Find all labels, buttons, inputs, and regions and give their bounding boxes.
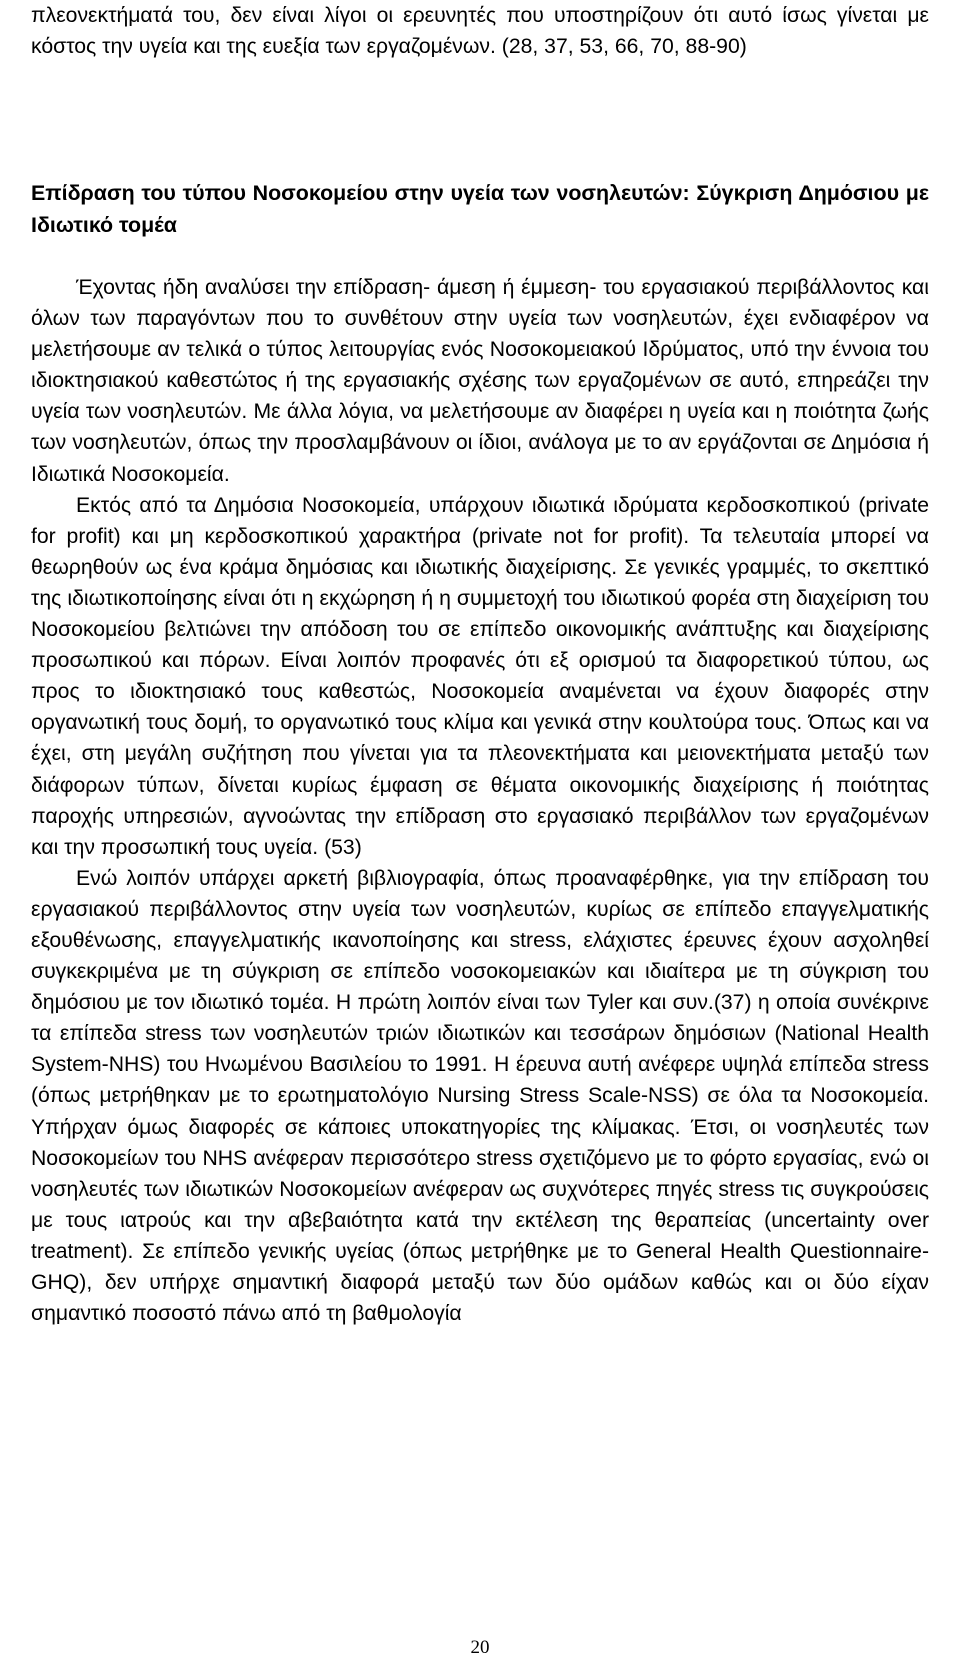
page-number: 20 [470, 1637, 490, 1658]
body-paragraph: Έχοντας ήδη αναλύσει την επίδραση- άμεση ή έμμεση- του εργασιακού περιβάλλοντος και όλων των παραγόντων που το συνθέτουν στην υγεία των νοσηλευτών, έχει ενδιαφέρον να μελετήσουμε αν τελικά ο τύπος λειτουργίας ενός Νοσοκομειακού Ιδρύματος, υπό την έννοια του ιδιοκτησιακού καθεστώτος ή της εργασιακής σχέσης των εργαζομένων σε αυτό, επηρεάζει την υγεία των νοσηλευτών. Με άλλα λόγια, να μελετήσουμε αν διαφέρει η υγεία και η ποιότητα ζωής των νοσηλευτών, όπως την προσλαμβάνουν οι ίδιοι, ανάλογα με το αν εργάζονται σε Δημόσια ή Ιδιωτικά Νοσοκομεία. [31, 276, 929, 486]
body-paragraph: Ενώ λοιπόν υπάρχει αρκετή βιβλιογραφία, όπως προαναφέρθηκε, για την επίδραση του εργασιακού περιβάλλοντος στην υγεία των νοσηλευτών, κυρίως σε επίπεδο επαγγελματικής εξουθένωσης, επαγγελματικής ικανοποίησης και stress, ελάχιστες έρευνες έχουν ασχοληθεί συγκεκριμένα με τη σύγκριση σε επίπεδο νοσοκομειακών και ιδιαίτερα με τη σύγκριση του δημόσιου με τον ιδιωτικό τομέα. Η πρώτη λοιπόν είναι των Tyler και συν.(37) η οποία συνέκρινε τα επίπεδα stress των νοσηλευτών τριών ιδιωτικών και τεσσάρων δημόσιων (National Health System-NHS) του Ηνωμένου Βασιλείου το 1991. Η έρευνα αυτή ανέφερε υψηλά επίπεδα stress (όπως μετρήθηκαν με το ερωτηματολόγιο Nursing Stress Scale-NSS) σε όλα τα Νοσοκομεία. Υπήρχαν όμως διαφορές σε κάποιες υποκατηγορίες της κλίμακας. Έτσι, οι νοσηλευτές των Νοσοκομείων του NHS ανέφεραν περισσότερο stress σχετιζόμενο με το φόρτο εργασίας, ενώ οι νοσηλευτές των ιδιωτικών Νοσοκομείων ανέφεραν ως συχνότερες πηγές stress τις συγκρούσεις με τους ιατρούς και την αβεβαιότητα κατά την εκτέλεση της θεραπείας (uncertainty over treatment). Σε επίπεδο γενικής υγείας (όπως μετρήθηκε με το General Health Questionnaire-GHQ), δεν υπήρχε σημαντική διαφορά μεταξύ των δύο ομάδων καθώς και οι δύο είχαν σημαντικό ποσοστό πάνω από τη βαθμολογία [31, 866, 929, 1326]
document-body [31, 0, 929, 1329]
section-heading: Επίδραση του τύπου Νοσοκομείου στην υγεία των νοσηλευτών: Σύγκριση Δημόσιου με Ιδιωτικό τομέα [31, 181, 929, 237]
intro-paragraph: πλεονεκτήματά του, δεν είναι λίγοι οι ερευνητές που υποστηρίζουν ότι αυτό ίσως γίνεται με κόστος την υγεία και της ευεξία των εργαζομένων. (28, 37, 53, 66, 70, 88-90) [31, 4, 929, 59]
body-paragraph: Εκτός από τα Δημόσια Νοσοκομεία, υπάρχουν ιδιωτικά ιδρύματα κερδοσκοπικού (private for profit) και μη κερδοσκοπικού χαρακτήρα (private not for profit). Τα τελευταία μπορεί να θεωρηθούν ως ένα κράμα δημόσιας και ιδιωτικής διαχείρισης. Σε γενικές γραμμές, το σκεπτικό της ιδιωτικοποίησης είναι ότι η εκχώρηση ή η συμμετοχή του ιδιωτικού φορέα στη διαχείριση του Νοσοκομείου βελτιώνει την απόδοση του σε επίπεδο οικονομικής ανάπτυξης και διαχείρισης προσωπικού και πόρων. Είναι λοιπόν προφανές ότι εξ ορισμού τα διαφορετικού τύπου, ως προς το ιδιοκτησιακό τους καθεστώς, Νοσοκομεία αναμένεται να έχουν διαφορές στην οργανωτική τους δομή, το οργανωτικό τους κλίμα και γενικά στην κουλτούρα τους. Όπως και να έχει, στη μεγάλη συζήτηση που γίνεται για τα πλεονεκτήματα και μειονεκτήματα μεταξύ των διάφορων τύπων, δίνεται κυρίως έμφαση σε θέματα οικονομικής διαχείρισης ή ποιότητας παροχής υπηρεσιών, αγνοώντας την επίδραση στο εργασιακό περιβάλλον των εργαζομένων και την προσωπική τους υγεία. (53) [31, 493, 929, 859]
